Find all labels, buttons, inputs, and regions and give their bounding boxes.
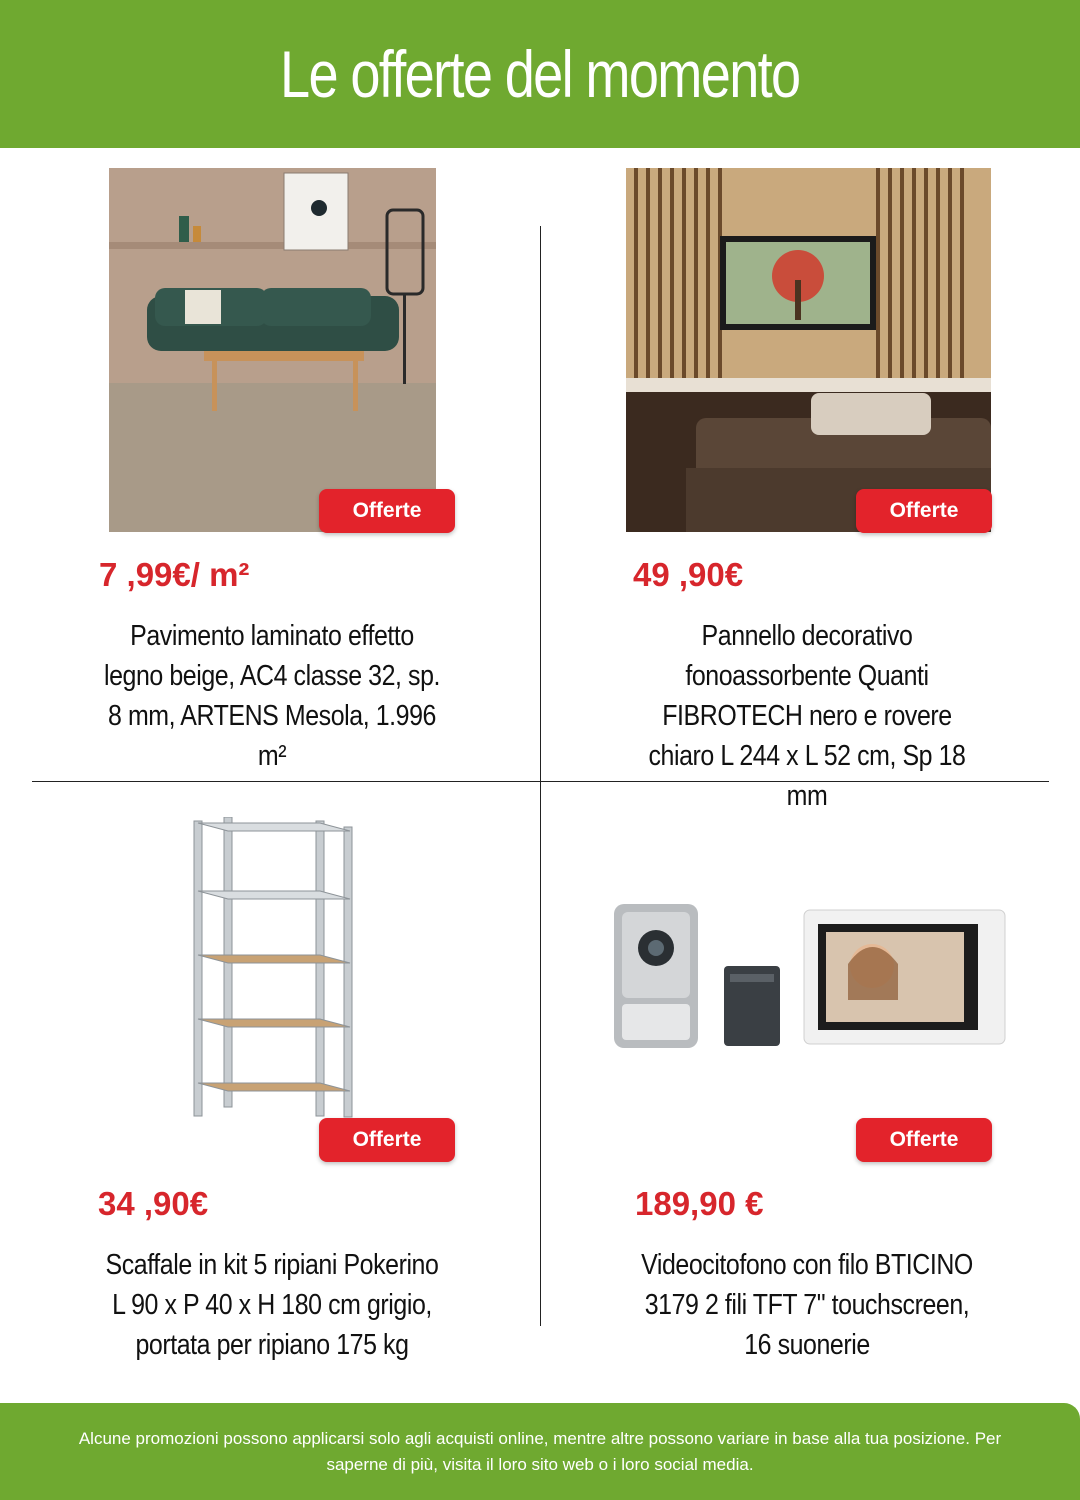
page-footer <box>0 1403 1080 1500</box>
product-image-video-intercom[interactable] <box>612 900 1007 1048</box>
page-title: Le offerte del momento <box>280 37 800 111</box>
product-price: 49 ,90€ <box>633 556 744 593</box>
product-description: Videocitofono con filo BTICINO 3179 2 fili TFT 7" touchscreen, 16 suonerie <box>641 1249 973 1361</box>
offer-badge[interactable]: Offerte <box>319 1118 455 1162</box>
product-description: Scaffale in kit 5 ripiani Pokerino L 90 x P 40 x H 180 cm grigio, portata per ripiano 175 kg <box>105 1249 439 1361</box>
product-price: 34 ,90€ <box>98 1185 209 1222</box>
product-image-acoustic-panel[interactable] <box>626 168 991 532</box>
product-image-living-room[interactable] <box>109 168 436 532</box>
product-image-shelving-unit[interactable] <box>190 817 360 1122</box>
footer-disclaimer: Alcune promozioni possono applicarsi solo agli acquisti online, mentre altre possono variare in base alla tua posizione. Per saperne di più, visita il loro sito web o i loro social media. <box>78 1428 1002 1474</box>
product-card-shelving[interactable] <box>0 782 540 1382</box>
product-card-laminate[interactable] <box>0 0 540 781</box>
offer-badge[interactable]: Offerte <box>856 1118 992 1162</box>
offer-badge[interactable]: Offerte <box>319 489 455 533</box>
product-price: 189,90 € <box>635 1185 764 1222</box>
product-card-intercom[interactable] <box>540 782 1080 1382</box>
product-price: 7 ,99€/ m² <box>99 556 250 593</box>
product-description: Pavimento laminato effetto legno beige, AC4 classe 32, sp. 8 mm, ARTENS Mesola, 1.996 m² <box>103 620 441 772</box>
product-description: Pannello decorativo fonoassorbente Quanti FIBROTECH nero e rovere chiaro L 244 x L 52 cm, Sp 18 mm <box>648 620 966 812</box>
offer-badge[interactable]: Offerte <box>856 489 992 533</box>
product-card-panel[interactable] <box>540 0 1080 812</box>
